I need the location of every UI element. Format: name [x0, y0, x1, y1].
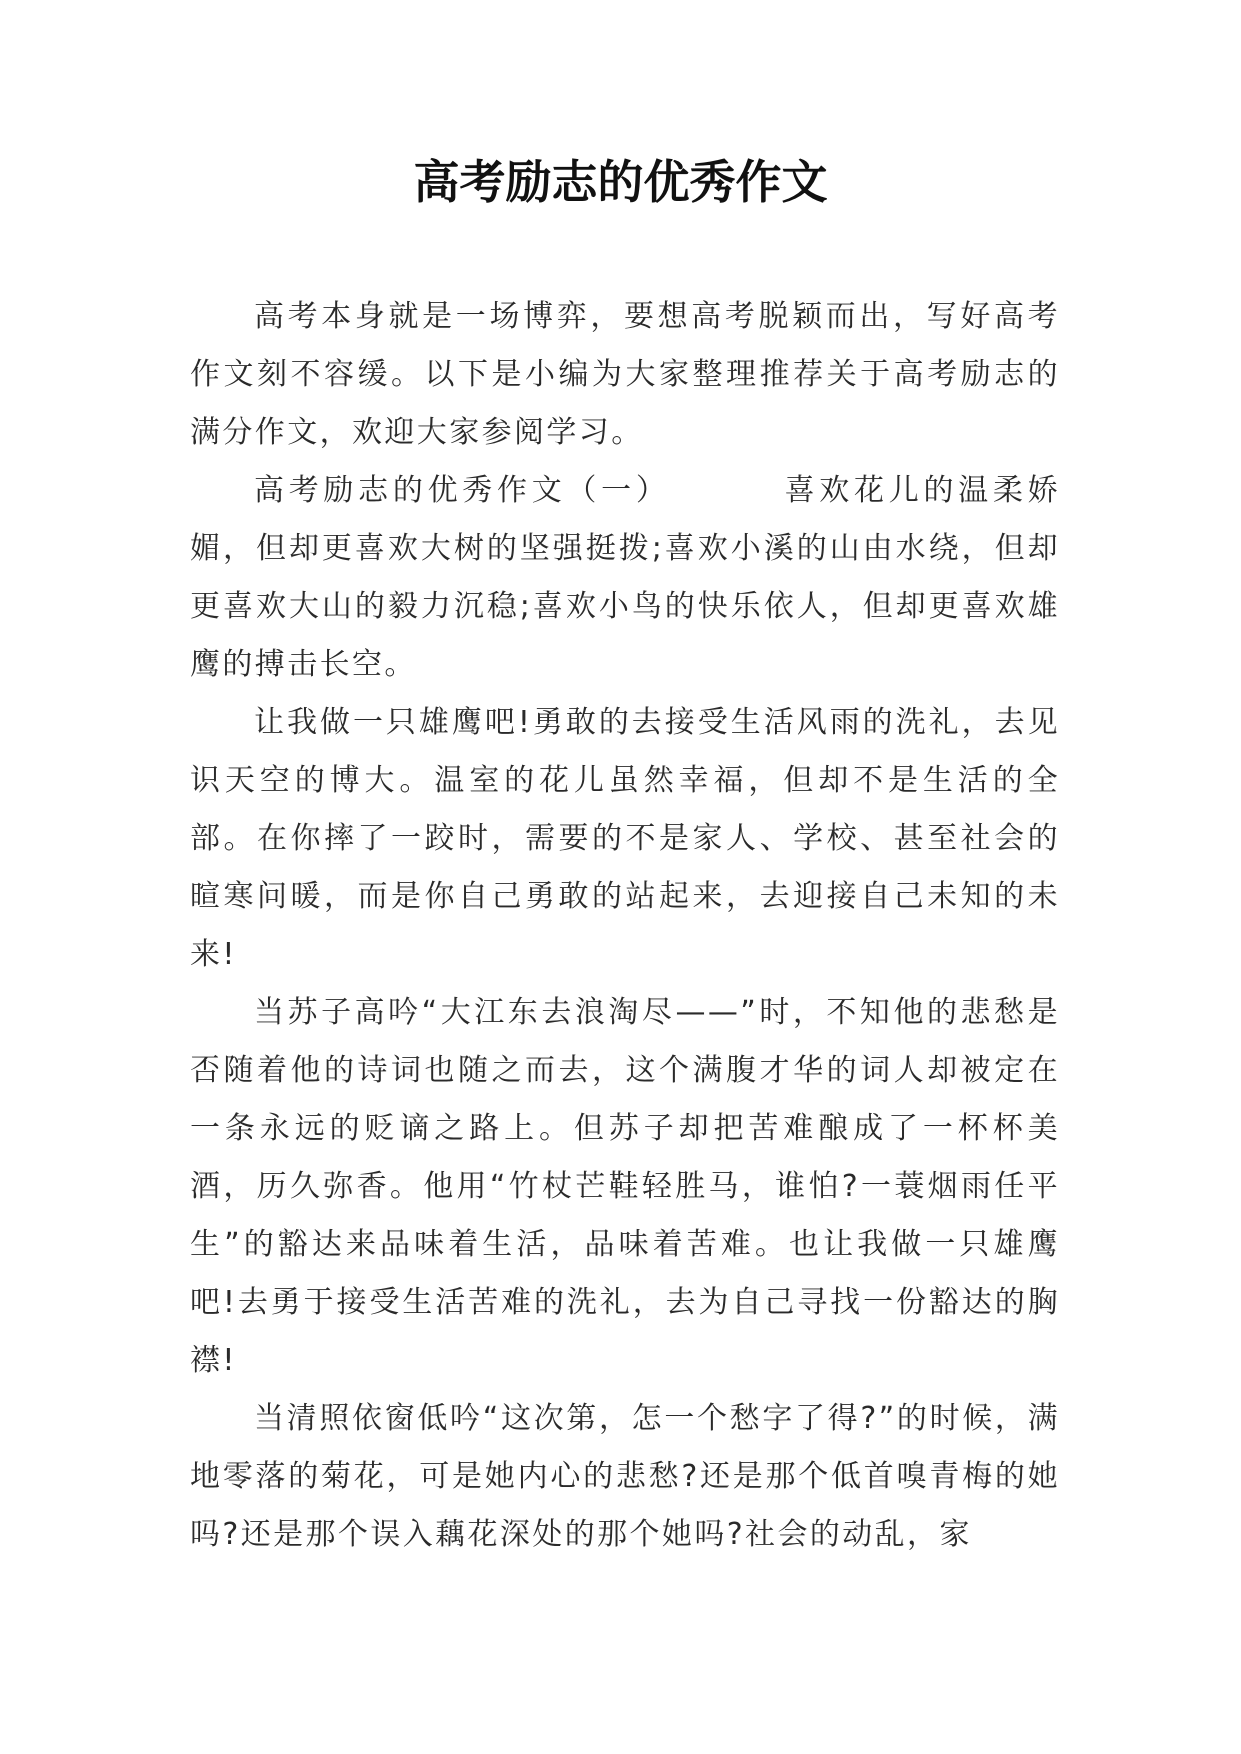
paragraph-intro: 高考本身就是一场博弈，要想高考脱颖而出，写好高考作文刻不容缓。以下是小编为大家整理推荐关于高考励志的满分作文，欢迎大家参阅学习。: [190, 299, 1060, 450]
paragraph-essay-one-opening: 高考励志的优秀作文（一） 喜欢花儿的温柔娇媚，但却更喜欢大树的坚强挺拨;喜欢小溪的山由水绕，但却更喜欢大山的毅力沉稳;喜欢小鸟的快乐依人，但却更喜欢雄鹰的搏击长空。: [190, 473, 1060, 682]
document-body: [190, 288, 1060, 1564]
page-title: 高考励志的优秀作文: [413, 155, 828, 209]
paragraph-qingzhao: 当清照依窗低吟“这次第，怎一个愁字了得?”的时候，满地零落的菊花，可是她内心的悲愁?还是那个低首嗅青梅的她吗?还是那个误入藕花深处的那个她吗?社会的动乱，家: [190, 1401, 1060, 1552]
paragraph-su-shi: 当苏子高吟“大江东去浪淘尽——”时，不知他的悲愁是否随着他的诗词也随之而去，这个满腹才华的词人却被定在一条永远的贬谪之路上。但苏子却把苦难酿成了一杯杯美酒，历久弥香。他用“竹杖芒鞋轻胜马，谁怕?一蓑烟雨任平生”的豁达来品味着生活，品味着苦难。也让我做一只雄鹰吧!去勇于接受生活苦难的洗礼，去为自己寻找一份豁达的胸襟!: [190, 995, 1060, 1378]
paragraph-eagle: 让我做一只雄鹰吧!勇敢的去接受生活风雨的洗礼，去见识天空的博大。温室的花儿虽然幸福，但却不是生活的全部。在你摔了一跤时，需要的不是家人、学校、甚至社会的暄寒问暖，而是你自己勇敢的站起来，去迎接自己未知的未来!: [190, 705, 1060, 972]
